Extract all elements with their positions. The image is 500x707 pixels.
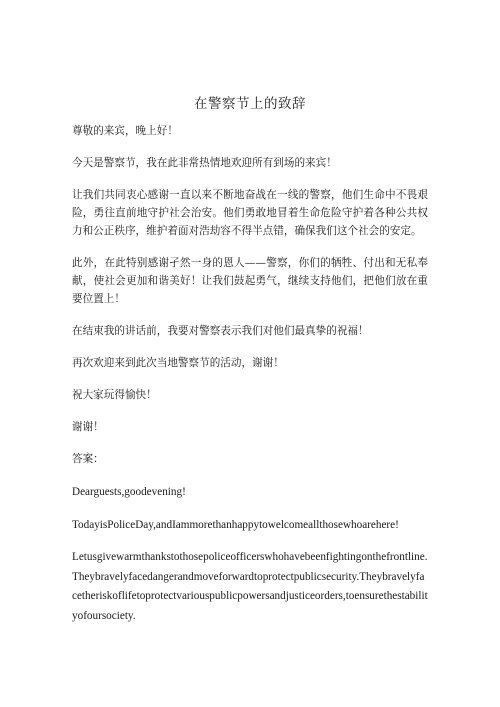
document-title: 在警察节上的致辞: [194, 96, 306, 112]
english-greeting-paragraph: Dearguests,goodevening!: [72, 486, 186, 498]
welcome-again-paragraph: 再次欢迎来到此次当地警察节的活动，谢谢！: [72, 357, 284, 369]
welcome-paragraph: 今天是警察节，我在此非常热情地欢迎所有到场的来宾！: [72, 157, 337, 169]
special-thanks-paragraph: 此外，在此特别感谢孑然一身的恩人——警察，你们的牺牲、付出和无私奉献，使社会更加和谐美好！让我们鼓起勇气，继续支持他们，把他们放在重要位置上！: [72, 257, 428, 305]
english-welcome-paragraph: TodayisPoliceDay,andIammorethanhappytowelcomeallthosewhoarehere!: [72, 519, 399, 531]
blessing-paragraph: 在结束我的讲话前，我要对警察表示我们对他们最真挚的祝福！: [72, 325, 369, 337]
greeting-paragraph: 尊敬的来宾，晚上好！: [72, 125, 178, 137]
closing-thanks-paragraph: 谢谢！: [72, 421, 104, 433]
english-thanks-paragraph: Letusgivewarmthankstothosepoliceofficerswhohavebeenfightingonthefrontline.Theybravelyfacedangerandmoveforwardtoprotectpublicsecurity.Theybravelyfacetheriskoflifetoprotectvariouspublicpowersandjusticeorders,toensurethestabilityofoursociety.: [72, 551, 428, 622]
thanks-paragraph: 让我们共同衷心感谢一直以来不断地奋战在一线的警察，他们生命中不畏艰险，勇往直前地守护社会治安。他们勇敢地冒着生命危险守护着各种公共权力和公正秩序，维护着面对浩劫容不得半点错，确保我们这个社会的安定。: [72, 189, 428, 237]
answer-label: 答案：: [72, 453, 104, 465]
enjoy-paragraph: 祝大家玩得愉快！: [72, 389, 157, 401]
document-body: [72, 122, 428, 640]
